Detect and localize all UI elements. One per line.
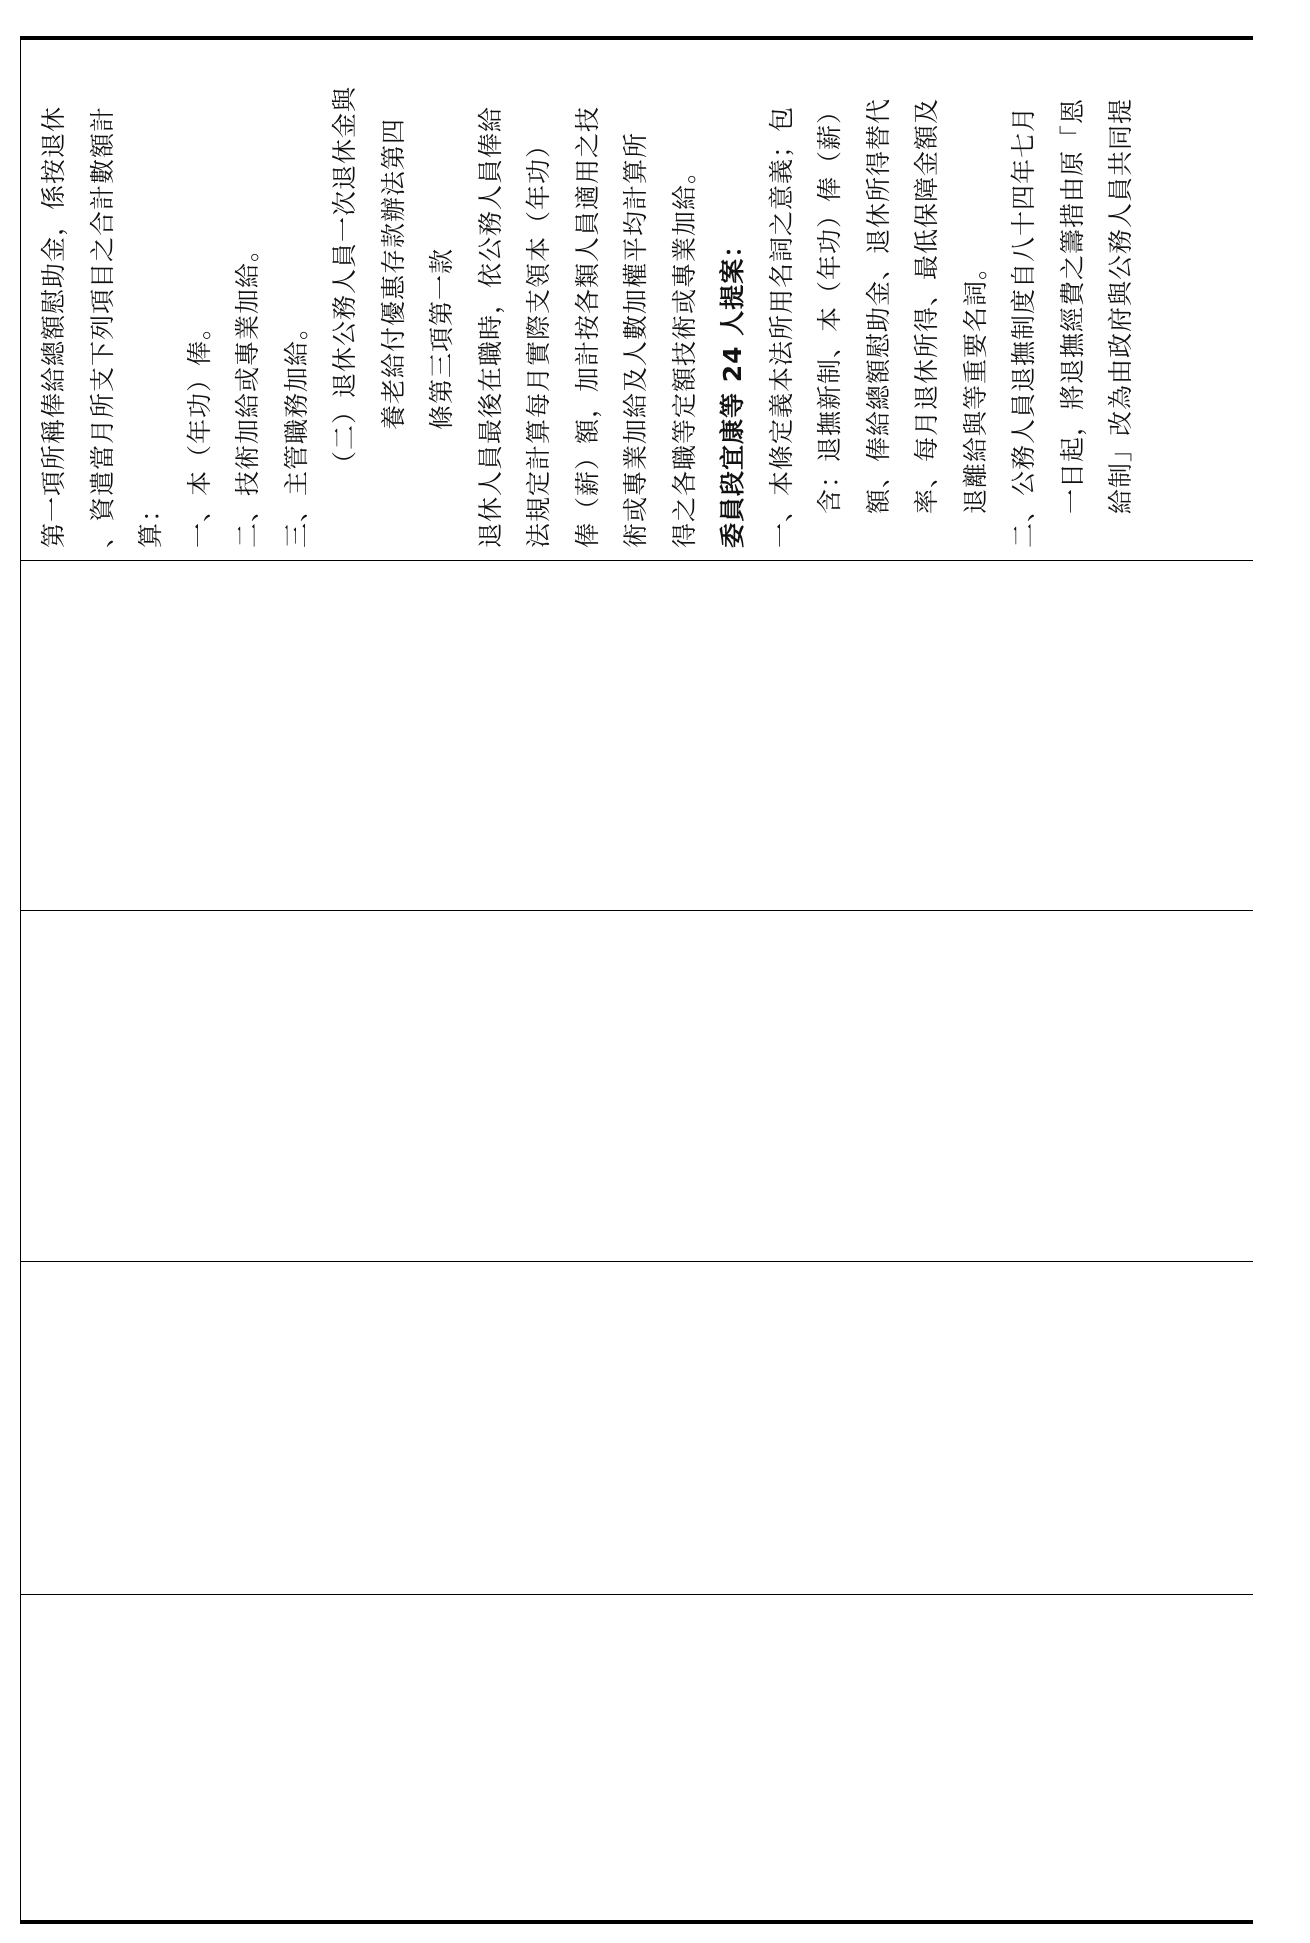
explanation-text-block [20, 40, 1253, 560]
text-line: 一、本（年功）俸。 [184, 313, 214, 548]
text-line: 算： [136, 495, 165, 548]
empty-cell-2 [20, 562, 1253, 909]
text-line: 俸（薪）額，加計按各類人員適用之技 [572, 105, 602, 548]
text-line: 三、主管職務加給。 [281, 313, 311, 548]
text-line: 、資遣當月所支下列項目之合計數額計 [87, 105, 117, 548]
empty-cell-4 [20, 1263, 1253, 1593]
text-line: 退離給與等重要名詞。 [960, 253, 990, 514]
row-divider-3 [20, 1261, 1253, 1262]
text-line: 法規定計算每月實際支領本（年功） [524, 131, 553, 548]
explanation-cell [20, 40, 1253, 560]
text-line: 條第三項第一款 [427, 247, 456, 430]
proposal-heading: 委員段宜康等 24 人提案： [718, 231, 747, 548]
text-line: 率、每月退休所得、最低保障金額及 [912, 97, 941, 514]
row-divider-2 [20, 910, 1253, 911]
text-line: 一、本條定義本法所用名詞之意義；包 [766, 105, 796, 548]
text-line: 給制」改為由政府與公務人員共同提 [1106, 97, 1135, 514]
empty-cell-5 [20, 1596, 1253, 1920]
text-line: 退休人員最後在職時，依公務人員俸給 [475, 105, 505, 548]
text-line: 養老給付優惠存款辦法第四 [378, 117, 408, 430]
row-divider-1 [20, 560, 1253, 561]
text-line: 得之各職等定額技術或專業加給。 [669, 157, 699, 548]
text-line: 含：退撫新制、本（年功）俸（薪） [815, 97, 844, 514]
text-line: 二、公務人員退撫制度自八十四年七月 [1009, 105, 1038, 548]
text-line: 額、俸給總額慰助金、退休所得替代 [863, 97, 893, 514]
text-line: （二）退休公務人員一次退休金與 [330, 85, 359, 476]
text-line: 術或專業加給及人數加權平均計算所 [621, 131, 650, 548]
row-divider-4 [20, 1594, 1253, 1595]
text-line: 一日起，將退撫經費之籌措由原「恩 [1057, 97, 1087, 514]
text-line: 二、技術加給或專業加給。 [233, 235, 262, 548]
text-line: 第一項所稱俸給總額慰助金，係按退休 [39, 105, 68, 548]
empty-cell-3 [20, 912, 1253, 1260]
